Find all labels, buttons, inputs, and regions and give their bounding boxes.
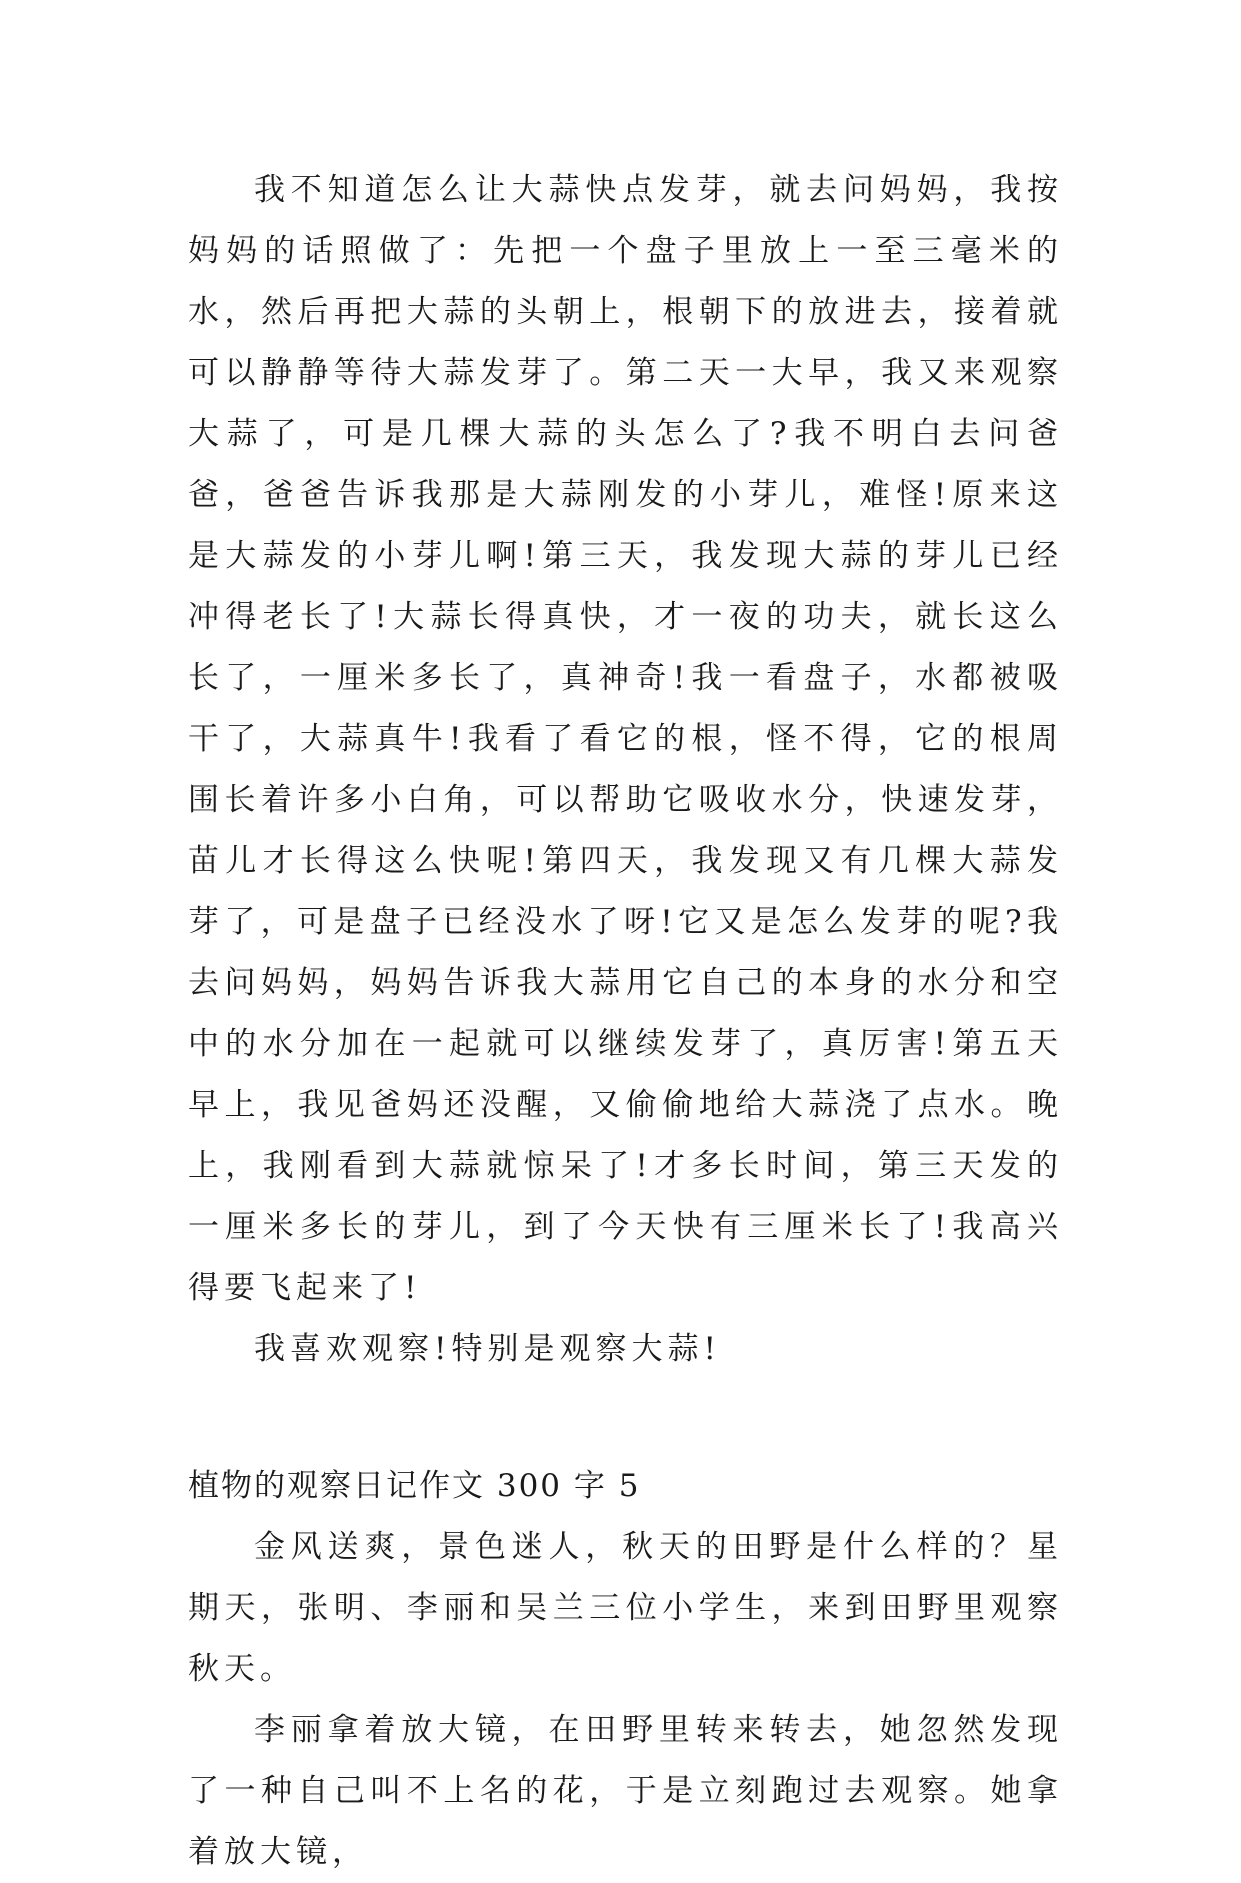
paragraph-autumn-fields: 金风送爽，景色迷人，秋天的田野是什么样的？星期天，张明、李丽和吴兰三位小学生，来到田野里观察秋天。	[188, 1529, 1063, 1687]
document-body	[188, 160, 1063, 1883]
section-title: 植物的观察日记作文 300 字 5	[188, 1468, 641, 1504]
paragraph-magnifier: 李丽拿着放大镜，在田野里转来转去，她忽然发现了一种自己叫不上名的花，于是立刻跑过去观察。她拿着放大镜，	[188, 1712, 1063, 1870]
section-spacer	[188, 1380, 1063, 1456]
paragraph-garlic-observation: 我不知道怎么让大蒜快点发芽，就去问妈妈，我按妈妈的话照做了：先把一个盘子里放上一至三毫米的水，然后再把大蒜的头朝上，根朝下的放进去，接着就可以静静等待大蒜发芽了。第二天一大早，我又来观察大蒜了，可是几棵大蒜的头怎么了?我不明白去问爸爸，爸爸告诉我那是大蒜刚发的小芽儿，难怪!原来这是大蒜发的小芽儿啊!第三天，我发现大蒜的芽儿已经冲得老长了!大蒜长得真快，才一夜的功夫，就长这么长了，一厘米多长了，真神奇!我一看盘子，水都被吸干了，大蒜真牛!我看了看它的根，怪不得，它的根周围长着许多小白角，可以帮助它吸收水分，快速发芽，苗儿才长得这么快呢!第四天，我发现又有几棵大蒜发芽了，可是盘子已经没水了呀!它又是怎么发芽的呢?我去问妈妈，妈妈告诉我大蒜用它自己的本身的水分和空中的水分加在一起就可以继续发芽了，真厉害!第五天早上，我见爸妈还没醒，又偷偷地给大蒜浇了点水。晚上，我刚看到大蒜就惊呆了!才多长时间，第三天发的一厘米多长的芽儿，到了今天快有三厘米长了!我高兴得要飞起来了!	[188, 172, 1063, 1306]
paragraph-conclusion: 我喜欢观察!特别是观察大蒜!	[254, 1331, 721, 1367]
